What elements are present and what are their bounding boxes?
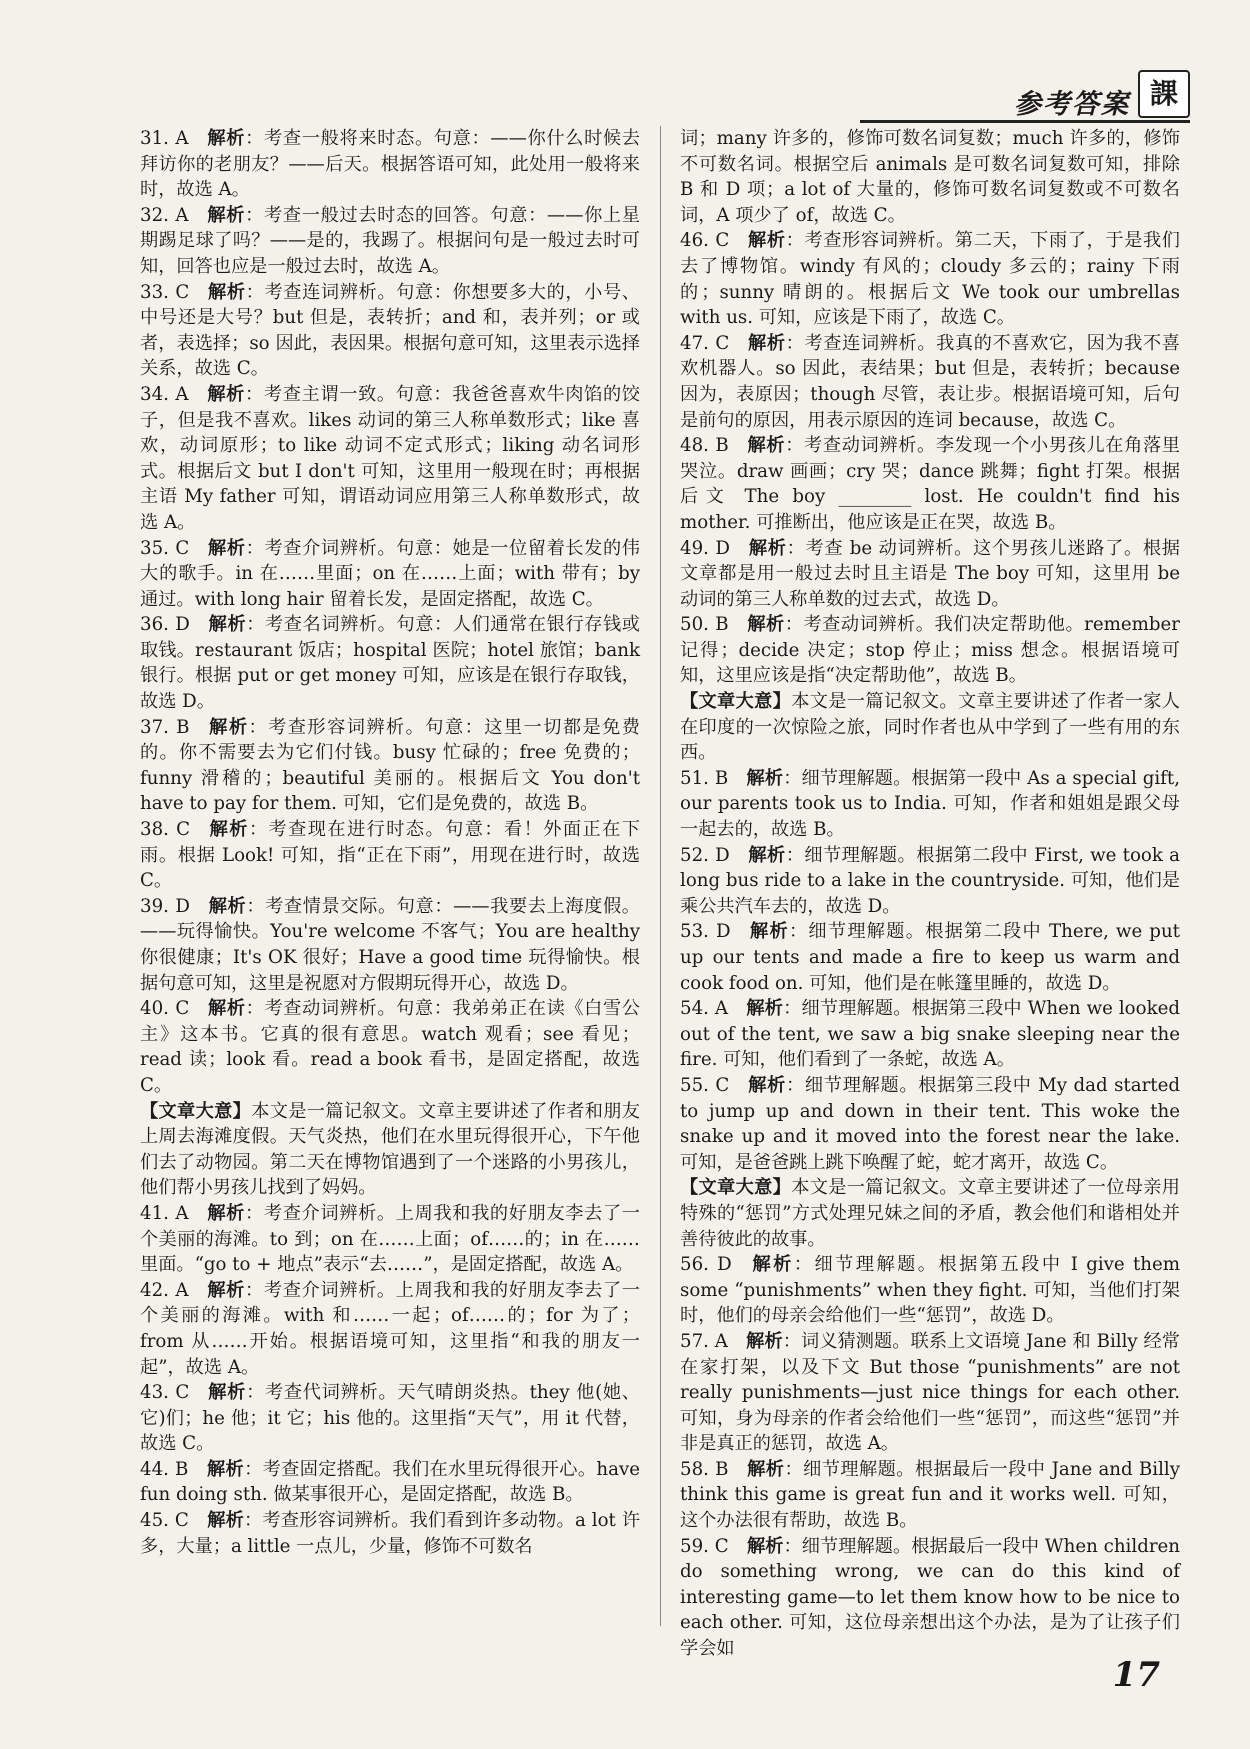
analysis-label: 解析 <box>747 230 786 252</box>
answer-number: 41. A <box>140 1202 189 1224</box>
answer-text: ：考查连词辨析。我真的不喜欢它，因为我不喜欢机器人。so 因此，表结果；but 但是，表转折；because 因为，表原因；though 尽管，表让步。根据语境可知，后句是前句的原因，用表示原因的连词 because，故选 C。 <box>680 332 1180 431</box>
answer-entry <box>140 996 640 1098</box>
analysis-label: 解析 <box>747 332 786 354</box>
left-column <box>140 126 640 1559</box>
analysis-label: 解析 <box>206 1279 246 1301</box>
answer-number: 42. A <box>140 1279 189 1301</box>
answer-text: ：细节理解题。根据第三段中 When we looked out of the tent, we saw a big snake sleeping near the fire. 可知，他们看到了一条蛇，故选 A。 <box>680 998 1180 1071</box>
answer-text: ：考查形容词辨析。我们看到许多动物。a lot 许多，大量；a little 一点儿，少量，修饰不可数名 <box>140 1510 641 1557</box>
analysis-label: 解析 <box>746 767 784 789</box>
answer-text: ：考查 be 动词辨析。这个男孩儿迷路了。根据文章都是用一般过去时且主语是 The boy 可知，这里用 be 动词的第三人称单数的过去式，故选 D。 <box>680 537 1180 610</box>
analysis-label: 解析 <box>208 614 247 636</box>
answer-entry <box>680 536 1180 613</box>
answer-entry <box>680 1457 1180 1534</box>
answer-number: 53. D <box>680 921 731 943</box>
answer-text: ：词义猜测题。联系上文语境 Jane 和 Billy 经常在家打架，以及下文 But those “punishments” are not really punishments—just nice things for each other. 可知，身为母亲的作者会给他们一些“惩罚”，而这些“惩罚”并非是真正的惩罚，故选 A。 <box>680 1330 1180 1455</box>
answer-entry <box>680 1073 1180 1175</box>
analysis-label: 解析 <box>748 921 789 943</box>
answer-text: ：考查固定搭配。我们在水里玩得很开心。have fun doing sth. 做某事很开心，是固定搭配，故选 B。 <box>140 1458 640 1506</box>
answer-number: 39. D <box>140 895 190 917</box>
analysis-label: 解析 <box>747 844 786 866</box>
answer-text: ：考查形容词辨析。句意：这里一切都是免费的。你不需要去为它们付钱。busy 忙碌的；free 免费的；funny 滑稽的；beautiful 美丽的。根据后文 You don't have to pay for them. 可知，它们是免费的，故选 B。 <box>140 716 640 815</box>
answer-number: 38. C <box>140 819 191 841</box>
analysis-label: 解析 <box>746 614 785 636</box>
answer-entry <box>680 689 1180 766</box>
answer-text: ：细节理解题。根据第二段中 First, we took a long bus ride to a lake in the countryside. 可知，他们是乘公共汽车去的，故选 D。 <box>680 844 1180 917</box>
answer-entry <box>140 1201 640 1278</box>
answer-number: 33. C <box>140 281 190 303</box>
answer-number: 59. C <box>680 1535 729 1557</box>
answer-number: 【文章大意】 <box>140 1100 252 1122</box>
analysis-label: 解析 <box>206 128 246 149</box>
answer-number: 55. C <box>680 1074 730 1096</box>
answer-text: ：考查动词辨析。李发现一个小男孩儿在角落里哭泣。draw 画画；cry 哭；dance 跳舞；fight 打架。根据后文 The boy ________ lost. He couldn't find his mother. 可推断出，他应该是正在哭，故选 B。 <box>680 435 1180 533</box>
answer-entry <box>140 894 640 996</box>
header-title: 参考答案 <box>1014 89 1130 120</box>
answer-entry <box>140 1457 640 1508</box>
answer-text: ：考查介词辨析。上周我和我的好朋友李去了一个美丽的海滩。with 和……一起；of……的；for 为了；from 从……开始。根据语境可知，这里指“和我的朋友一起”，故选 A。 <box>140 1279 640 1378</box>
analysis-label: 解析 <box>207 281 246 303</box>
answer-entry <box>140 1508 640 1559</box>
answer-number: 【文章大意】 <box>680 691 792 713</box>
answer-text: ：细节理解题。根据最后一段中 Jane and Billy think this game is great fun and it works well. 可知，这个办法很有帮助，故选 B。 <box>680 1458 1180 1532</box>
analysis-label: 解析 <box>747 1074 787 1096</box>
answer-entry <box>140 126 640 203</box>
answer-number: 34. A <box>140 383 189 405</box>
analysis-label: 解析 <box>207 1510 244 1532</box>
answer-text: 本文是一篇记叙文。文章主要讲述了作者一家人在印度的一次惊险之旅，同时作者也从中学到了一些有用的东西。 <box>680 691 1180 764</box>
answer-entry <box>680 612 1180 689</box>
analysis-label: 解析 <box>207 1382 247 1404</box>
answer-entry <box>140 715 640 817</box>
answer-entry <box>680 433 1180 535</box>
header-logo: 課 <box>1138 70 1190 118</box>
analysis-label: 解析 <box>206 383 246 405</box>
answer-text: ：考查连词辨析。句意：你想要多大的，小号、中号还是大号？but 但是，表转折；and 和，表并列；or 或者，表选择；so 因此，表因果。根据句意可知，这里表示选择关系，故选 C。 <box>140 281 640 380</box>
answer-text: ：细节理解题。根据第三段中 My dad started to jump up and down in their tent. This woke the snake up and it moved into the forest near the lake. 可知，是爸爸跳上跳下唤醒了蛇，蛇才离开，故选 C。 <box>680 1074 1180 1173</box>
analysis-label: 解析 <box>206 1202 246 1224</box>
answer-number: 47. C <box>680 332 730 354</box>
answer-number: 45. C <box>140 1510 189 1532</box>
answer-entry <box>140 536 640 613</box>
answer-number: 50. B <box>680 614 729 636</box>
answer-number: 43. C <box>140 1382 190 1404</box>
right-column <box>680 126 1180 1662</box>
analysis-label: 解析 <box>746 998 784 1020</box>
answer-number: 37. B <box>140 716 190 738</box>
answer-entry <box>680 919 1180 996</box>
answer-text: ：考查动词辨析。我们决定帮助他。remember 记得；decide 决定；stop 停止；miss 想念。根据语境可知，这里应该是指“决定帮助他”，故选 B。 <box>680 614 1180 687</box>
analysis-label: 解析 <box>207 998 246 1020</box>
answer-number: 35. C <box>140 537 190 559</box>
answer-entry <box>140 817 640 894</box>
answer-entry <box>680 1329 1180 1457</box>
analysis-label: 解析 <box>746 1458 785 1480</box>
answer-entry <box>680 228 1180 330</box>
answer-entry <box>680 843 1180 920</box>
column-divider <box>660 126 661 1626</box>
answer-entry <box>680 1175 1180 1252</box>
answer-text: ：考查一般将来时态。句意：——你什么时候去拜访你的老朋友？——后天。根据答语可知，此处用一般将来时，故选 A。 <box>140 128 640 201</box>
analysis-label: 解析 <box>746 1535 784 1557</box>
answer-number: 32. A <box>140 204 189 226</box>
answer-entry <box>680 996 1180 1073</box>
analysis-label: 解析 <box>749 1254 794 1276</box>
analysis-label: 解析 <box>208 819 249 841</box>
answer-entry <box>140 382 640 536</box>
answer-number: 40. C <box>140 998 190 1020</box>
answer-text: ：考查主谓一致。句意：我爸爸喜欢牛肉馅的饺子，但是我不喜欢。likes 动词的第三人称单数形式；like 喜欢，动词原形；to like 动词不定式形式；liking 动名词形式。根据后文 but I don't 可知，这里用一般现在时；再根据主语 My father 可知，谓语动词应用第三人称单数形式，故选 A。 <box>140 383 640 533</box>
answer-text: ：考查介词辨析。上周我和我的好朋友李去了一个美丽的海滩。to 到；on 在……上面；of……的；in 在……里面。“go to + 地点”表示“去……”，是固定搭配，故选 A。 <box>140 1202 640 1276</box>
answer-text: ：细节理解题。根据第二段中 There, we put up our tents and made a fire to keep us warm and cook food on. 可知，他们是在帐篷里睡的，故选 D。 <box>680 921 1180 994</box>
answer-number: 57. A <box>680 1330 728 1352</box>
answer-number: 44. B <box>140 1458 189 1480</box>
answer-entry <box>680 331 1180 433</box>
answer-entry <box>680 1534 1180 1662</box>
page-header <box>860 78 1190 123</box>
answer-text: ：考查介词辨析。句意：她是一位留着长发的伟大的歌手。in 在……里面；on 在……上面；with 带有；by 通过。with long hair 留着长发，是固定搭配，故选 C。 <box>140 537 640 610</box>
answer-text: ：细节理解题。根据第一段中 As a special gift, our parents took us to India. 可知，作者和姐姐是跟父母一起去的，故选 B。 <box>680 767 1180 841</box>
answer-entry <box>140 203 640 280</box>
answer-text: ：考查现在进行时态。句意：看！外面正在下雨。根据 Look! 可知，指“正在下雨”，用现在进行时，故选 C。 <box>140 819 640 892</box>
answer-number: 48. B <box>680 435 729 457</box>
analysis-label: 解析 <box>207 716 249 738</box>
analysis-label: 解析 <box>748 537 787 559</box>
answer-number: 56. D <box>680 1254 732 1276</box>
answer-text: 本文是一篇记叙文。文章主要讲述了一位母亲用特殊的“惩罚”方式处理兄妹之间的矛盾，教会他们和谐相处并善待彼此的故事。 <box>680 1177 1180 1250</box>
answer-text: ：考查动词辨析。句意：我弟弟正在读《白雪公主》这本书。它真的很有意思。watch 观看；see 看见；read 读；look 看。read a book 看书，是固定搭配，故选 C。 <box>140 998 640 1096</box>
answer-number: 31. A <box>140 128 189 149</box>
analysis-label: 解析 <box>206 204 246 226</box>
answer-number: 【文章大意】 <box>680 1177 792 1199</box>
answer-text: ：细节理解题。根据最后一段中 When children do something wrong, we can do this kind of interesting game—to let them know how to be nice to each other. 可知，这位母亲想出这个办法，是为了让孩子们学会如 <box>680 1535 1181 1660</box>
answer-text: 本文是一篇记叙文。文章主要讲述了作者和朋友上周去海滩度假。天气炎热，他们在水里玩得很开心，下午他们去了动物园。第二天在博物馆遇到了一个迷路的小男孩儿，他们帮小男孩儿找到了妈妈。 <box>140 1100 640 1199</box>
answer-entry <box>140 1380 640 1457</box>
answer-entry <box>140 280 640 382</box>
answer-entry <box>680 126 1180 228</box>
answer-number: 51. B <box>680 767 729 789</box>
analysis-label: 解析 <box>746 435 786 457</box>
answer-text: ：考查名词辨析。句意：人们通常在银行存钱或取钱。restaurant 饭店；hospital 医院；hotel 旅馆；bank 银行。根据 put or get money 可知，应该是在银行存取钱，故选 D。 <box>140 614 640 713</box>
analysis-label: 解析 <box>206 1458 245 1480</box>
answer-entry <box>140 1278 640 1380</box>
answer-number: 52. D <box>680 844 730 866</box>
answer-entry <box>680 1252 1180 1329</box>
answer-number: 49. D <box>680 537 730 559</box>
page-number: 17 <box>1112 1655 1160 1695</box>
answer-number: 46. C <box>680 230 730 252</box>
answer-entry <box>140 612 640 714</box>
answer-text: 词；many 许多的，修饰可数名词复数；much 许多的，修饰不可数名词。根据空后 animals 是可数名词复数可知，排除 B 和 D 项；a lot of 大量的，修饰可数名词复数或不可数名词，A 项少了 of，故选 C。 <box>680 128 1180 226</box>
analysis-label: 解析 <box>208 895 247 917</box>
answer-number: 58. B <box>680 1458 729 1480</box>
answer-text: ：考查形容词辨析。第二天，下雨了，于是我们去了博物馆。windy 有风的；cloudy 多云的；rainy 下雨的；sunny 晴朗的。根据后文 We took our umbrellas with us. 可知，应该是下雨了，故选 C。 <box>680 230 1180 329</box>
answer-text: ：考查一般过去时态的回答。句意：——你上星期踢足球了吗？——是的，我踢了。根据问句是一般过去时可知，回答也应是一般过去时，故选 A。 <box>140 204 640 277</box>
answer-number: 36. D <box>140 614 190 636</box>
analysis-label: 解析 <box>746 1330 783 1352</box>
answer-number: 54. A <box>680 998 729 1020</box>
answer-entry <box>680 766 1180 843</box>
answer-entry <box>140 1099 640 1201</box>
answer-text: ：考查代词辨析。天气晴朗炎热。they 他(她、它)们；he 他；it 它；his 他的。这里指“天气”，用 it 代替，故选 C。 <box>140 1382 640 1455</box>
answer-text: ：考查情景交际。句意：——我要去上海度假。——玩得愉快。You're welcome 不客气；You are healthy 你很健康；It's OK 很好；Have a good time 玩得愉快。根据句意可知，这里是祝愿对方假期玩得开心，故选 D。 <box>140 895 640 994</box>
analysis-label: 解析 <box>207 537 246 559</box>
answer-text: ：细节理解题。根据第五段中 I give them some “punishments” when they fight. 可知，当他们打架时，他们的母亲会给他们一些“惩罚”，故选 D。 <box>680 1254 1180 1327</box>
